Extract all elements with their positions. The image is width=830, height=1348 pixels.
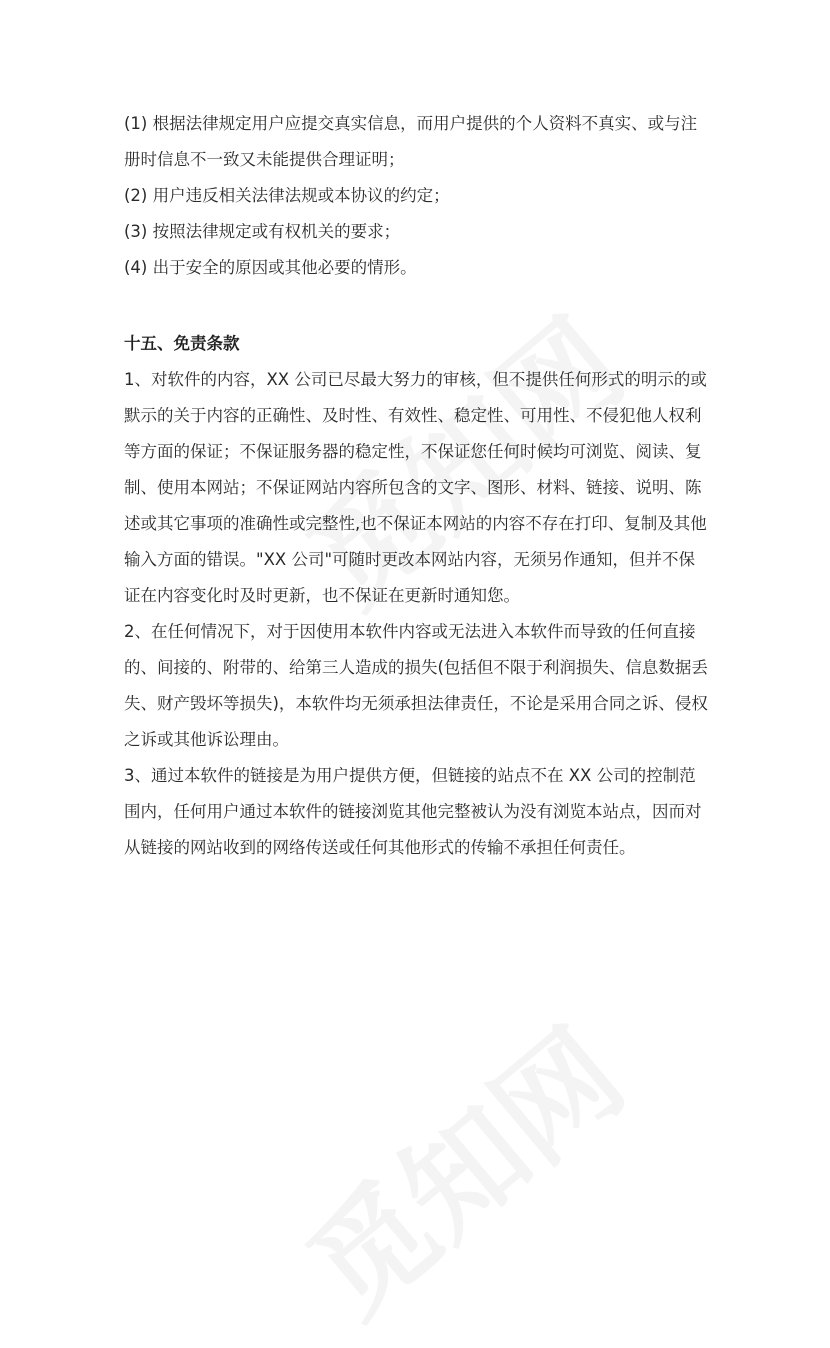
list-item-4: (4) 出于安全的原因或其他必要的情形。: [124, 258, 417, 277]
section-heading: 十五、免责条款: [124, 334, 240, 353]
section-paragraph-2: 2、在任何情况下，对于因使用本软件内容或无法进入本软件而导致的任何直接的、间接的、附带的、给第三人造成的损失(包括但不限于利润损失、信息数据丢失、财产毁坏等损失)，本软件均无须承担法律责任，不论是采用合同之诉、侵权之诉或其他诉讼理由。: [124, 622, 708, 749]
spacer: [124, 286, 709, 326]
list-item-3: (3) 按照法律规定或有权机关的要求；: [124, 222, 401, 241]
document-content: [124, 106, 709, 866]
list-item-2: (2) 用户违反相关法律法规或本协议的约定；: [124, 186, 450, 205]
watermark: [267, 984, 653, 1347]
section-paragraph-1: 1、对软件的内容，XX 公司已尽最大努力的审核，但不提供任何形式的明示的或默示的关于内容的正确性、及时性、有效性、稳定性、可用性、不侵犯他人权利等方面的保证；不保证服务器的稳定性，不保证您任何时候均可浏览、阅读、复制、使用本网站；不保证网站内容所包含的文字、图形、材料、链接、说明、陈述或其它事项的准确性或完整性,也不保证本网站的内容不存在打印、复制及其他输入方面的错误。"XX 公司"可随时更改本网站内容，无须另作通知，但并不保证在内容变化时及时更新，也不保证在更新时通知您。: [124, 370, 707, 605]
section-paragraph-3: 3、通过本软件的链接是为用户提供方便，但链接的站点不在 XX 公司的控制范围内，任何用户通过本软件的链接浏览其他完整被认为没有浏览本站点，因而对从链接的网站收到的网络传送或任何其他形式的传输不承担任何责任。: [124, 766, 702, 857]
list-item-1: (1) 根据法律规定用户应提交真实信息，而用户提供的个人资料不真实、或与注册时信息不一致又未能提供合理证明；: [124, 114, 698, 169]
